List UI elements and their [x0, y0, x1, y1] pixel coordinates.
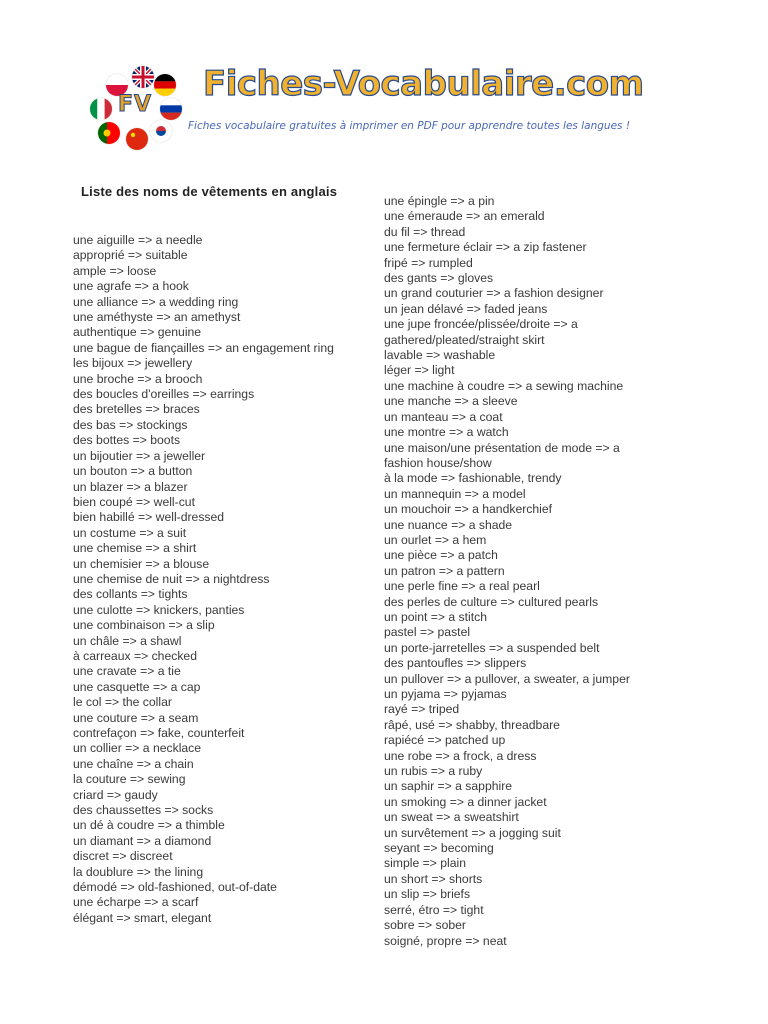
- vocabulary-entry: un ourlet => a hem: [384, 532, 487, 547]
- vocabulary-entry: fripé => rumpled: [384, 255, 473, 270]
- vocabulary-entry: une émeraude => an emerald: [384, 209, 545, 224]
- vocabulary-entry: une chaîne => a chain: [73, 756, 194, 771]
- vocabulary-entry: un rubis => a ruby: [384, 764, 483, 779]
- vocabulary-entry: râpé, usé => shabby, threadbare: [384, 717, 560, 732]
- china-flag-icon: [126, 128, 148, 150]
- vocabulary-entry: un costume => a suit: [73, 525, 187, 540]
- vocabulary-entry: un bouton => a button: [73, 464, 193, 479]
- vocabulary-entry: un short => shorts: [384, 871, 483, 886]
- vocabulary-entry: un pyjama => pyjamas: [384, 687, 507, 701]
- vocabulary-entry: un blazer => a blazer: [73, 479, 188, 494]
- vocabulary-entry: des perles de culture => cultured pearls: [384, 594, 599, 609]
- vocabulary-entry: des gants => gloves: [384, 271, 494, 286]
- vocabulary-entry: criard => gaudy: [73, 787, 158, 802]
- vocabulary-entry: ample => loose: [73, 263, 157, 278]
- vocabulary-entry: une agrafe => a hook: [73, 279, 189, 294]
- vocabulary-entry: sobre => sober: [384, 918, 466, 933]
- vocabulary-entry: des collants => tights: [73, 587, 188, 602]
- vocabulary-entry: des pantoufles => slippers: [384, 656, 527, 671]
- site-title[interactable]: Fiches-Vocabulaire.com: [203, 64, 644, 104]
- vocabulary-entry: des bottes => boots: [73, 433, 181, 448]
- vocabulary-entry: léger => light: [384, 363, 455, 378]
- uk-flag-icon: [132, 66, 154, 88]
- vocabulary-entry: une machine à coudre => a sewing machine: [384, 378, 624, 393]
- russia-flag-icon: [160, 98, 182, 120]
- vocabulary-entry: un porte-jarretelles => a suspended belt: [384, 640, 600, 655]
- vocabulary-entry: contrefaçon => fake, counterfeit: [73, 726, 245, 740]
- vocabulary-entry: une fermeture éclair => a zip fastener: [384, 240, 587, 255]
- vocabulary-entry: une épingle => a pin: [384, 194, 495, 208]
- vocabulary-entry: simple => plain: [384, 856, 466, 871]
- vocabulary-entry: élégant => smart, elegant: [73, 910, 212, 925]
- vocabulary-entry: une maison/une présentation de mode => a: [384, 440, 620, 455]
- vocabulary-entry: un chemisier => a blouse: [73, 556, 210, 571]
- vocabulary-entry: rapiécé => patched up: [384, 733, 506, 748]
- vocabulary-entry: un pullover => a pullover, a sweater, a jumper: [384, 671, 630, 686]
- vocabulary-entry: une culotte => knickers, panties: [73, 602, 245, 617]
- vocabulary-entry: un manteau => a coat: [384, 409, 503, 424]
- vocabulary-entry: pastel => pastel: [384, 625, 471, 640]
- flag-cluster: [88, 64, 183, 144]
- vocabulary-entry: un châle => a shawl: [73, 633, 182, 648]
- vocabulary-entry: une aiguille => a needle: [73, 233, 203, 247]
- vocabulary-entry: authentique => genuine: [73, 325, 202, 340]
- vocabulary-entry: seyant => becoming: [384, 841, 494, 856]
- vocabulary-entry: des boucles d'oreilles => earrings: [73, 387, 255, 402]
- vocabulary-entry: une robe => a frock, a dress: [384, 748, 537, 763]
- vocabulary-entry: un mannequin => a model: [384, 486, 526, 501]
- site-header: [88, 62, 688, 152]
- vocabulary-entry: une écharpe => a scarf: [73, 895, 199, 910]
- vocabulary-entry: la couture => sewing: [73, 772, 186, 787]
- vocabulary-entry: une montre => a watch: [384, 425, 509, 440]
- vocabulary-entry: une perle fine => a real pearl: [384, 579, 540, 594]
- vocabulary-entry: des bas => stockings: [73, 417, 188, 432]
- vocabulary-entry: rayé => triped: [384, 702, 460, 717]
- vocabulary-entry: une cravate => a tie: [73, 664, 181, 679]
- vocabulary-entry: une manche => a sleeve: [384, 394, 518, 409]
- vocabulary-entry: du fil => thread: [384, 224, 466, 239]
- vocabulary-entry: des chaussettes => socks: [73, 803, 214, 818]
- vocabulary-entry: un point => a stitch: [384, 609, 487, 624]
- vocabulary-entry: un slip => briefs: [384, 887, 471, 902]
- vocabulary-entry: une broche => a brooch: [73, 371, 203, 386]
- vocabulary-entry: une jupe froncée/plissée/droite => a: [384, 317, 578, 332]
- vocabulary-entry: une chemise => a shirt: [73, 541, 197, 556]
- site-tagline: Fiches vocabulaire gratuites à imprimer en PDF pour apprendre toutes les langues !: [188, 120, 631, 132]
- vocabulary-entry: à carreaux => checked: [73, 648, 197, 663]
- vocabulary-list-left: [73, 233, 334, 926]
- vocabulary-entry: un grand couturier => a fashion designer: [384, 286, 604, 301]
- vocabulary-entry: un patron => a pattern: [384, 563, 505, 578]
- document-title: Liste des noms de vêtements en anglais: [81, 184, 338, 199]
- vocabulary-entry: une alliance => a wedding ring: [73, 294, 239, 309]
- vocabulary-entry: fashion house/show: [384, 455, 492, 470]
- vocabulary-entry: les bijoux => jewellery: [73, 356, 193, 371]
- vocabulary-entry: une combinaison => a slip: [73, 618, 215, 633]
- vocabulary-entry: démodé => old-fashioned, out-of-date: [73, 880, 277, 895]
- vocabulary-entry: un smoking => a dinner jacket: [384, 794, 547, 809]
- vocabulary-entry: une chemise de nuit => a nightdress: [73, 571, 270, 586]
- vocabulary-entry: lavable => washable: [384, 348, 496, 363]
- vocabulary-entry: un diamant => a diamond: [73, 833, 212, 848]
- vocabulary-entry: une casquette => a cap: [73, 679, 201, 694]
- vocabulary-entry: à la mode => fashionable, trendy: [384, 471, 562, 486]
- vocabulary-entry: un bijoutier => a jeweller: [73, 448, 206, 463]
- vocabulary-entry: un saphir => a sapphire: [384, 779, 513, 794]
- vocabulary-entry: la doublure => the lining: [73, 864, 204, 879]
- germany-flag-icon: [154, 74, 176, 96]
- vocabulary-entry: une nuance => a shade: [384, 517, 513, 532]
- vocabulary-entry: une pièce => a patch: [384, 548, 498, 563]
- vocabulary-entry: un jean délavé => faded jeans: [384, 301, 548, 316]
- vocabulary-entry: serré, étro => tight: [384, 902, 484, 917]
- vocabulary-entry: discret => discreet: [73, 849, 173, 864]
- portugal-flag-icon: [98, 122, 120, 144]
- vocabulary-entry: bien coupé => well-cut: [73, 494, 195, 509]
- vocabulary-list-right: [384, 194, 630, 949]
- vocabulary-entry: le col => the collar: [73, 695, 172, 710]
- vocabulary-entry: un dé à coudre => a thimble: [73, 818, 225, 833]
- vocabulary-entry: des bretelles => braces: [73, 402, 200, 417]
- vocabulary-entry: soigné, propre => neat: [384, 933, 507, 948]
- vocabulary-entry: un collier => a necklace: [73, 741, 202, 756]
- vocabulary-entry: un survêtement => a jogging suit: [384, 825, 561, 840]
- vocabulary-entry: un mouchoir => a handkerchief: [384, 502, 553, 517]
- vocabulary-entry: un sweat => a sweatshirt: [384, 810, 519, 825]
- vocabulary-entry: une couture => a seam: [73, 710, 199, 725]
- fv-logo-text: FV: [118, 92, 153, 117]
- vocabulary-entry: une bague de fiançailles => an engagement ring: [73, 340, 334, 355]
- italy-flag-icon: [90, 98, 112, 120]
- vocabulary-entry: gathered/pleated/straight skirt: [384, 332, 545, 347]
- korea-flag-icon: [150, 120, 172, 142]
- vocabulary-entry: approprié => suitable: [73, 248, 188, 263]
- vocabulary-entry: une améthyste => an amethyst: [73, 310, 241, 325]
- vocabulary-entry: bien habillé => well-dressed: [73, 510, 225, 525]
